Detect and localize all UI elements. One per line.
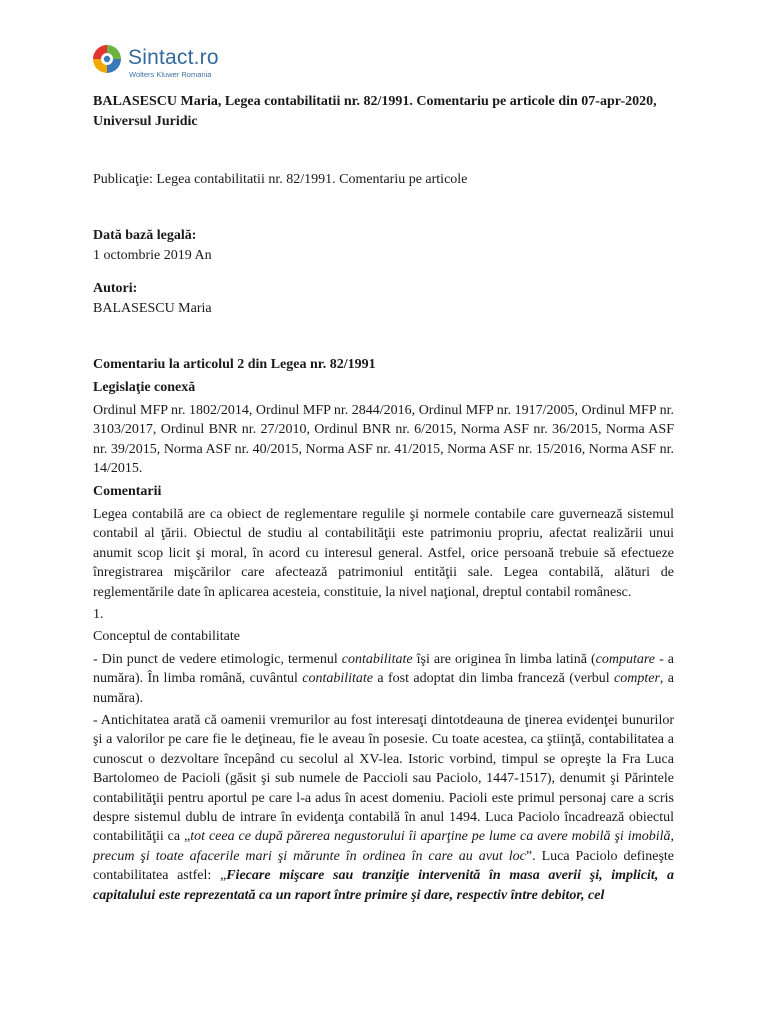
- history-quote-1: tot ceea ce după părerea negustorului îi aparţine pe lume ca avere mobilă şi imobilă, precum şi toate afacerile mari şi mărunte în ordinea în care au avut loc: [93, 829, 674, 864]
- concept-heading: Conceptul de contabilitate: [93, 629, 240, 645]
- document-content: [93, 92, 674, 905]
- related-legislation-text: Ordinul MFP nr. 1802/2014, Ordinul MFP nr. 2844/2016, Ordinul MFP nr. 1917/2005, Ordinul MFP nr. 3103/2017, Ordinul BNR nr. 27/2010, Ordinul BNR nr. 6/2015, Norma ASF nr. 36/2015, Norma ASF nr. 39/2015, Norma ASF nr. 40/2015, Norma ASF nr. 41/2015, Norma ASF nr. 15/2016, Norma ASF nr. 14/2015.: [93, 402, 674, 477]
- document-title: BALASESCU Maria, Legea contabilitatii nr. 82/1991. Comentariu pe articole din 07-apr-2020, Universul Juridic: [93, 94, 657, 129]
- related-legislation-heading: Legislaţie conexă: [93, 380, 196, 396]
- history-text-1: - Antichitatea arată că oamenii vremurilor au fost interesaţi dintotdeauna de ţinerea evidenţei bunurilor şi a valorilor pe care fie le deţineau, fie le aveau în posesie. Cu toate acestea, ca ştiinţă, contabilitatea a cunoscut o dezvoltare începând cu secolul al XV-lea. Istoric vorbind, timpul se opreşte la Fra Luca Bartolomeo de Pacioli (găsit şi sub numele de Paccioli sau Paciolo, 1447-1517), denumit şi Părintele contabilităţii pentru aportul pe care l-a adus în acest domeniu. Pacioli este primul personaj care a scris despre sistemul dublu de intrare în evidenţa contabilă în anul 1494. Luca Paciolo încadrează obiectul contabilităţii ca „: [93, 712, 674, 845]
- authors-label: Autori:: [93, 281, 138, 297]
- history-text-2: ”. Luca Paciolo defineşte contabilitatea astfel: „: [93, 848, 674, 884]
- publication-line: Publicaţie: Legea contabilitatii nr. 82/1991. Comentariu pe articole: [93, 172, 468, 187]
- etymology-text-2: îşi are originea în limba latină (: [412, 651, 596, 667]
- legal-date-label: Dată bază legală:: [93, 228, 197, 244]
- section-title: Comentariu la articolul 2 din Legea nr. 82/1991: [93, 357, 376, 373]
- history-quote-2: Fiecare mişcare sau tranziţie intervenită în masa averii şi, implicit, a capitalului este reprezentată ca un raport între primire şi dare, respectiv între debitor, cel: [93, 868, 675, 903]
- etymology-text-3: - a număra). În limba română, cuvântul: [93, 651, 674, 687]
- list-number: 1.: [93, 606, 104, 622]
- authors-value: BALASESCU Maria: [93, 300, 212, 316]
- etymology-text-1: - Din punct de vedere etimologic, termenul: [93, 651, 342, 667]
- etymology-paragraph: [93, 650, 674, 708]
- history-paragraph: [93, 711, 674, 905]
- etymology-term-2: computare: [595, 651, 656, 667]
- legal-date-value: 1 octombrie 2019 An: [93, 247, 212, 263]
- globe-logo-icon: [92, 44, 122, 74]
- etymology-term-1: contabilitate: [341, 651, 413, 667]
- comments-heading: Comentarii: [93, 484, 162, 500]
- etymology-term-4: compter: [614, 671, 660, 687]
- etymology-term-3: contabilitate: [302, 671, 374, 687]
- etymology-text-4: a fost adoptat din limba franceză (verbul: [373, 671, 615, 687]
- logo-tagline: Wolters Kluwer Romania: [129, 70, 212, 79]
- logo-name: Sintact.ro: [128, 46, 219, 69]
- comments-intro: Legea contabilă are ca obiect de reglementare regulile şi normele contabile care guvernează sistemul contabil al ţării. Obiectul de studiu al contabilităţii este patrimoniu propriu, afectat realizării unui anumit scop licit şi moral, în acord cu interesul general. Astfel, orice persoană trebuie să efectueze înregistrarea mişcărilor care afectează patrimoniul entităţii sale. Legea contabilă, alături de reglementările date în aplicarea acesteia, constituie, la nivel naţional, dreptul contabil românesc.: [93, 506, 674, 600]
- etymology-text-5: , a număra).: [93, 671, 675, 706]
